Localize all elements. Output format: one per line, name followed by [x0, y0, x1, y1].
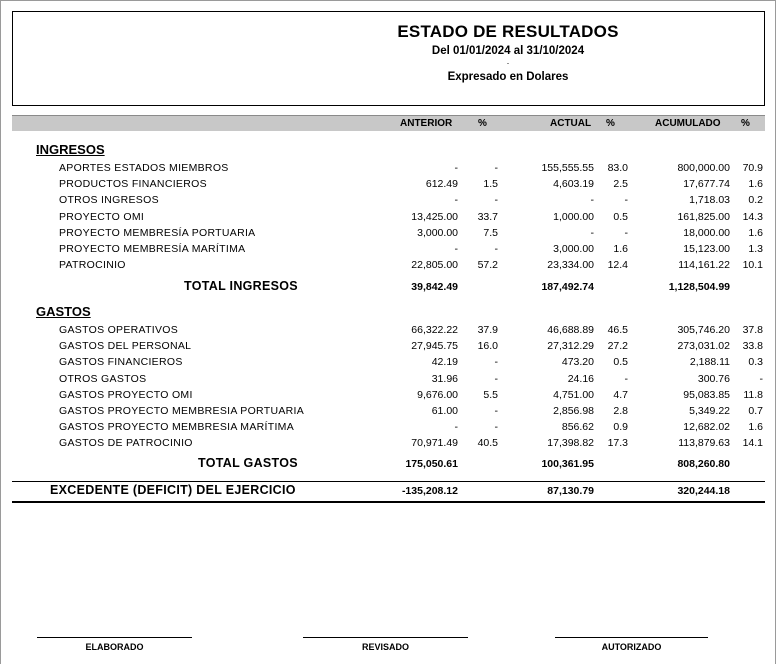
actual-pct: 12.4 [607, 259, 628, 272]
anterior-value: 27,945.75 [411, 340, 458, 353]
anterior-value: 3,000.00 [417, 226, 458, 239]
acumulado-pct: 1.6 [748, 178, 763, 191]
total-gastos-label: TOTAL GASTOS [198, 456, 298, 470]
anterior-pct: - [494, 243, 498, 255]
anterior-value: - [454, 243, 458, 255]
col-actual-pct: % [606, 118, 615, 129]
row-label: APORTES ESTADOS MIEMBROS [59, 162, 229, 174]
actual-value: 3,000.00 [553, 243, 594, 255]
acumulado-value: 95,083.85 [683, 388, 730, 401]
total-gastos-actual: 100,361.95 [541, 458, 594, 470]
row-label: OTROS GASTOS [59, 372, 147, 385]
anterior-pct: 33.7 [477, 210, 498, 223]
acumulado-value: 114,161.22 [678, 259, 730, 272]
anterior-value: - [454, 194, 458, 207]
anterior-pct: - [494, 356, 498, 369]
anterior-value: 31.96 [431, 372, 458, 385]
acumulado-pct: 14.3 [742, 210, 763, 223]
anterior-value: 612.49 [425, 178, 458, 191]
actual-pct: 0.9 [613, 421, 628, 434]
acumulado-value: 305,746.20 [677, 324, 730, 336]
total-ingresos-actual: 187,492.74 [541, 281, 594, 293]
actual-pct: 27.2 [607, 340, 628, 353]
anterior-value: 42.19 [431, 356, 458, 369]
table-row [0, 259, 776, 275]
anterior-value: 66,322.22 [411, 324, 458, 336]
acumulado-value: 5,349.22 [689, 405, 730, 417]
table-row [0, 211, 776, 227]
signature-line-autorizado [555, 637, 708, 638]
actual-pct: 83.0 [607, 162, 628, 174]
anterior-value: - [454, 162, 458, 174]
total-gastos-acumulado: 808,260.80 [677, 458, 730, 470]
row-label: PROYECTO MEMBRESÍA MARÍTIMA [59, 243, 246, 255]
excedente-acumulado: 320,244.18 [677, 485, 730, 497]
anterior-pct: - [494, 421, 498, 434]
row-label: PRODUCTOS FINANCIEROS [59, 178, 207, 191]
actual-pct: 0.5 [613, 356, 628, 369]
actual-value: - [590, 194, 594, 207]
report-header [12, 11, 765, 106]
anterior-pct: 16.0 [477, 340, 498, 353]
acumulado-pct: 0.2 [748, 194, 763, 207]
acumulado-pct: 0.7 [748, 405, 763, 417]
table-row [0, 178, 776, 194]
acumulado-pct: 10.1 [742, 259, 763, 272]
anterior-pct: 37.9 [477, 324, 498, 336]
anterior-value: 61.00 [431, 405, 458, 417]
row-label: PATROCINIO [59, 259, 126, 272]
acumulado-value: 300.76 [697, 372, 730, 385]
actual-pct: - [624, 194, 628, 207]
report-currency-note: Expresado en Dolares [447, 71, 569, 83]
anterior-value: 13,425.00 [411, 210, 458, 223]
row-label: GASTOS PROYECTO MEMBRESIA MARÍTIMA [59, 421, 295, 434]
anterior-pct: - [494, 162, 498, 174]
signature-line-elaborado [37, 637, 192, 638]
total-ingresos-anterior: 39,842.49 [411, 281, 458, 293]
acumulado-value: 15,123.00 [683, 243, 730, 255]
table-row [0, 437, 776, 453]
column-header-bar [12, 115, 765, 131]
acumulado-pct: 1.6 [748, 226, 763, 239]
acumulado-value: 161,825.00 [677, 210, 730, 223]
row-label: PROYECTO OMI [59, 210, 145, 223]
col-actual: ACTUAL [550, 118, 592, 129]
section-gastos: GASTOS [36, 304, 91, 319]
anterior-pct: 1.5 [483, 178, 498, 191]
report-dot: . [506, 56, 510, 66]
excedente-actual: 87,130.79 [547, 485, 594, 497]
actual-value: 17,398.82 [547, 437, 594, 450]
acumulado-value: 1,718.03 [689, 194, 730, 207]
total-ingresos-row [0, 279, 776, 297]
actual-pct: 2.8 [613, 405, 628, 417]
actual-pct: 1.6 [613, 243, 628, 255]
actual-value: 155,555.55 [541, 162, 594, 174]
actual-value: - [590, 226, 594, 239]
total-ingresos-acumulado: 1,128,504.99 [668, 281, 730, 293]
signature-line-revisado [303, 637, 468, 638]
actual-pct: 46.5 [607, 324, 628, 336]
acumulado-pct: - [759, 372, 763, 385]
col-anterior-pct: % [478, 118, 487, 129]
acumulado-pct: 33.8 [742, 340, 763, 353]
anterior-value: 9,676.00 [417, 388, 458, 401]
anterior-pct: 7.5 [483, 226, 498, 239]
table-row [0, 162, 776, 178]
signature-label-revisado: REVISADO [361, 642, 409, 652]
row-label: GASTOS PROYECTO MEMBRESIA PORTUARIA [59, 405, 305, 417]
actual-value: 46,688.89 [547, 324, 594, 336]
table-row [0, 389, 776, 405]
excedente-bottom-rule [12, 501, 765, 503]
row-label: OTROS INGRESOS [59, 194, 159, 207]
actual-value: 2,856.98 [553, 405, 594, 417]
table-row [0, 340, 776, 356]
actual-value: 473.20 [561, 356, 594, 369]
actual-pct: - [624, 372, 628, 385]
actual-pct: 4.7 [613, 388, 628, 401]
actual-pct: - [624, 226, 628, 239]
acumulado-value: 18,000.00 [683, 226, 730, 239]
acumulado-pct: 70.9 [742, 162, 763, 174]
acumulado-pct: 1.3 [748, 243, 763, 255]
excedente-row [0, 483, 776, 501]
row-label: GASTOS PROYECTO OMI [59, 388, 193, 401]
table-row [0, 243, 776, 259]
col-anterior: ANTERIOR [400, 118, 453, 129]
actual-value: 4,603.19 [553, 178, 594, 191]
actual-pct: 17.3 [607, 437, 628, 450]
table-row [0, 194, 776, 210]
report-period: Del 01/01/2024 al 31/10/2024 [431, 45, 585, 57]
acumulado-pct: 1.6 [748, 421, 763, 434]
signature-label-autorizado: AUTORIZADO [601, 642, 662, 652]
acumulado-pct: 14.1 [742, 437, 763, 450]
total-gastos-anterior: 175,050.61 [405, 458, 458, 470]
acumulado-pct: 0.3 [748, 356, 763, 369]
actual-value: 856.62 [561, 421, 594, 434]
acumulado-value: 113,879.63 [678, 437, 730, 450]
acumulado-value: 2,188.11 [689, 356, 730, 369]
anterior-pct: 57.2 [477, 259, 498, 272]
col-acumulado: ACUMULADO [655, 118, 721, 129]
row-label: GASTOS OPERATIVOS [59, 324, 179, 336]
actual-value: 23,334.00 [547, 259, 594, 272]
acumulado-value: 12,682.02 [683, 421, 730, 434]
actual-value: 4,751.00 [553, 388, 594, 401]
anterior-value: 70,971.49 [411, 437, 458, 450]
anterior-value: - [454, 421, 458, 434]
row-label: GASTOS DEL PERSONAL [59, 340, 192, 353]
table-row [0, 373, 776, 389]
signature-label-elaborado: ELABORADO [85, 642, 144, 652]
acumulado-value: 800,000.00 [677, 162, 730, 174]
actual-pct: 2.5 [613, 178, 628, 191]
excedente-top-rule [12, 481, 765, 482]
acumulado-pct: 37.8 [742, 324, 763, 336]
row-label: GASTOS FINANCIEROS [59, 356, 183, 369]
anterior-pct: - [494, 372, 498, 385]
actual-value: 24.16 [567, 372, 594, 385]
total-gastos-row [0, 456, 776, 474]
acumulado-value: 17,677.74 [683, 178, 730, 191]
table-row [0, 421, 776, 437]
col-acumulado-pct: % [741, 118, 750, 129]
excedente-label: EXCEDENTE (DEFICIT) DEL EJERCICIO [50, 483, 296, 497]
anterior-pct: 5.5 [483, 388, 498, 401]
table-row [0, 356, 776, 372]
row-label: GASTOS DE PATROCINIO [59, 437, 193, 450]
table-row [0, 227, 776, 243]
anterior-pct: 40.5 [477, 437, 498, 450]
table-row [0, 324, 776, 340]
anterior-value: 22,805.00 [411, 259, 458, 272]
total-ingresos-label: TOTAL INGRESOS [184, 279, 298, 293]
actual-value: 27,312.29 [547, 340, 594, 353]
excedente-anterior: -135,208.12 [401, 485, 458, 497]
actual-value: 1,000.00 [553, 210, 594, 223]
report-title: ESTADO DE RESULTADOS [397, 22, 619, 41]
actual-pct: 0.5 [613, 210, 628, 223]
row-label: PROYECTO MEMBRESÍA PORTUARIA [59, 226, 256, 239]
anterior-pct: - [494, 405, 498, 417]
anterior-pct: - [494, 194, 498, 207]
table-row [0, 405, 776, 421]
acumulado-pct: 11.8 [743, 388, 763, 401]
section-ingresos: INGRESOS [36, 142, 105, 157]
acumulado-value: 273,031.02 [677, 340, 730, 353]
